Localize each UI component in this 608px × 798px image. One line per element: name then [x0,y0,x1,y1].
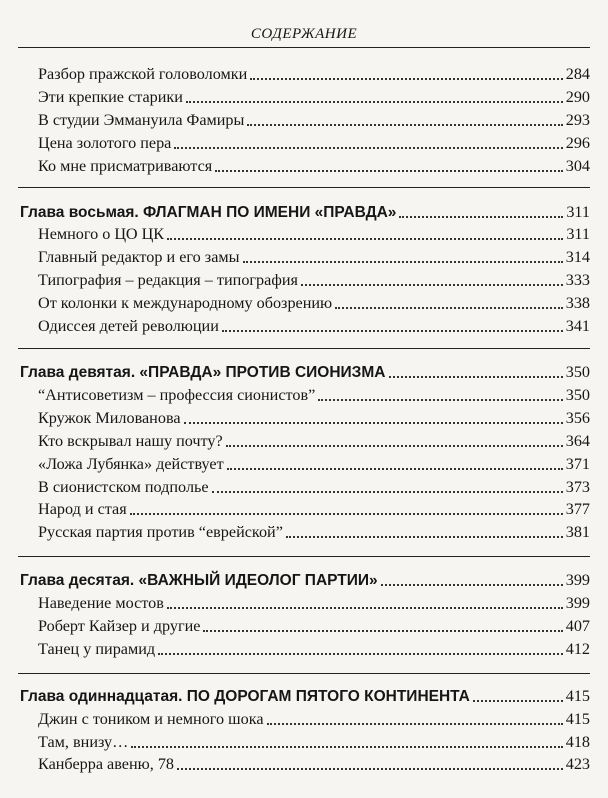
leader-dots [167,238,563,240]
entry-title: Народ и стая [38,500,127,518]
entry-page: 418 [565,733,590,751]
entry-title: Наведение мостов [38,594,164,612]
entry-title: Немного о ЦО ЦК [38,225,165,243]
chapter-title: Глава девятая. «ПРАВДА» ПРОТИВ СИОНИЗМА [20,364,386,381]
entry-title: Там, внизу… [38,733,129,751]
leader-dots [203,630,562,632]
entry-page: 304 [565,157,590,175]
leader-dots [186,101,563,103]
entry-title: В сионистском подполье [38,478,209,496]
toc-chapter[interactable] [20,203,590,222]
toc-entry[interactable] [38,500,590,519]
toc-entry[interactable] [38,733,590,752]
toc-entry[interactable] [38,157,590,176]
leader-dots [212,491,563,493]
chapter-page: 311 [566,203,590,221]
chapter-page: 399 [565,571,590,589]
entry-page: 399 [565,594,590,612]
chapter-title: Глава одиннадцатая. ПО ДОРОГАМ ПЯТОГО КОНТИНЕНТА [20,688,470,705]
section-divider [18,348,590,349]
leader-dots [226,445,563,447]
entry-page: 407 [565,617,590,635]
leader-dots [158,653,563,655]
leader-dots [130,513,563,515]
entry-page: 412 [565,640,590,658]
toc-entry[interactable] [38,617,590,636]
toc-chapter[interactable] [20,363,590,382]
leader-dots [177,768,563,770]
chapter-page: 415 [565,687,590,705]
leader-dots [243,261,563,263]
leader-dots [227,468,563,470]
entry-title: Русская партия против “еврейской” [38,523,283,541]
section-divider [18,187,590,188]
entry-title: Джин с тоником и немного шока [38,710,264,728]
leader-dots [473,700,563,702]
entry-title: Одиссея детей революции [38,317,219,335]
toc-entry[interactable] [38,294,590,313]
toc-entry[interactable] [38,523,590,542]
toc-entry[interactable] [38,317,590,336]
toc-chapter[interactable] [20,571,590,590]
entry-title: Главный редактор и его замы [38,248,240,266]
leader-dots [381,584,563,586]
leader-dots [184,422,563,424]
toc-entry[interactable] [38,409,590,428]
entry-title: Типография – редакция – типография [38,271,298,289]
entry-page: 381 [565,523,590,541]
entry-page: 423 [565,755,590,773]
entry-page: 373 [565,478,590,496]
toc-entry[interactable] [38,225,590,244]
section-divider [18,673,590,674]
chapter-title: Глава восьмая. ФЛАГМАН ПО ИМЕНИ «ПРАВДА» [20,204,397,221]
leader-dots [167,607,563,609]
toc-entry[interactable] [38,478,590,497]
chapter-page: 350 [565,363,590,381]
entry-page: 338 [565,294,590,312]
entry-title: Разбор пражской головоломки [38,65,248,83]
entry-title: Кружок Милованова [38,409,181,427]
leader-dots [267,723,563,725]
leader-dots [215,170,563,172]
entry-title: Кто вскрывал нашу почту? [38,432,223,450]
entry-title: «Ложа Лубянка» действует [38,455,224,473]
entry-page: 415 [565,710,590,728]
leader-dots [389,376,563,378]
entry-page: 290 [565,88,590,106]
leader-dots [399,216,563,218]
entry-page: 364 [565,432,590,450]
leader-dots [222,330,563,332]
toc-entry[interactable] [38,710,590,729]
entry-page: 377 [565,500,590,518]
entry-page: 284 [565,65,590,83]
entry-page: 341 [565,317,590,335]
leader-dots [301,284,563,286]
entry-title: “Антисоветизм – профессия сионистов” [38,386,316,404]
toc-entry[interactable] [38,455,590,474]
entry-page: 311 [566,225,590,243]
section-divider [18,556,590,557]
toc-chapter[interactable] [20,687,590,706]
leader-dots [247,124,562,126]
leader-dots [335,307,563,309]
entry-title: Танец у пирамид [38,640,156,658]
leader-dots [250,78,562,80]
toc-entry[interactable] [38,271,590,290]
toc-entry[interactable] [38,640,590,659]
chapter-title: Глава десятая. «ВАЖНЫЙ ИДЕОЛОГ ПАРТИИ» [20,572,378,589]
entry-page: 356 [565,409,590,427]
entry-page: 296 [565,134,590,152]
page-header: СОДЕРЖАНИЕ [18,26,590,48]
entry-title: Ко мне присматриваются [38,157,213,175]
leader-dots [286,536,563,538]
toc-entry[interactable] [38,755,590,774]
entry-page: 333 [565,271,590,289]
entry-title: Роберт Кайзер и другие [38,617,201,635]
toc-entry[interactable] [38,248,590,267]
toc-entry[interactable] [38,111,590,130]
leader-dots [318,399,562,401]
entry-page: 350 [565,386,590,404]
toc-entry[interactable] [38,594,590,613]
entry-title: Цена золотого пера [38,134,172,152]
entry-title: Канберра авеню, 78 [38,755,175,773]
toc-entry[interactable] [38,432,590,451]
toc-entry[interactable] [38,65,590,84]
toc-entry[interactable] [38,386,590,405]
entry-title: Эти крепкие старики [38,88,183,106]
leader-dots [131,746,562,748]
entry-page: 371 [565,455,590,473]
toc-entry[interactable] [38,88,590,107]
toc-entry[interactable] [38,134,590,153]
entry-title: От колонки к международному обозрению [38,294,333,312]
entry-title: В студии Эммануила Фамиры [38,111,245,129]
entry-page: 293 [565,111,590,129]
entry-page: 314 [565,248,590,266]
leader-dots [174,147,562,149]
